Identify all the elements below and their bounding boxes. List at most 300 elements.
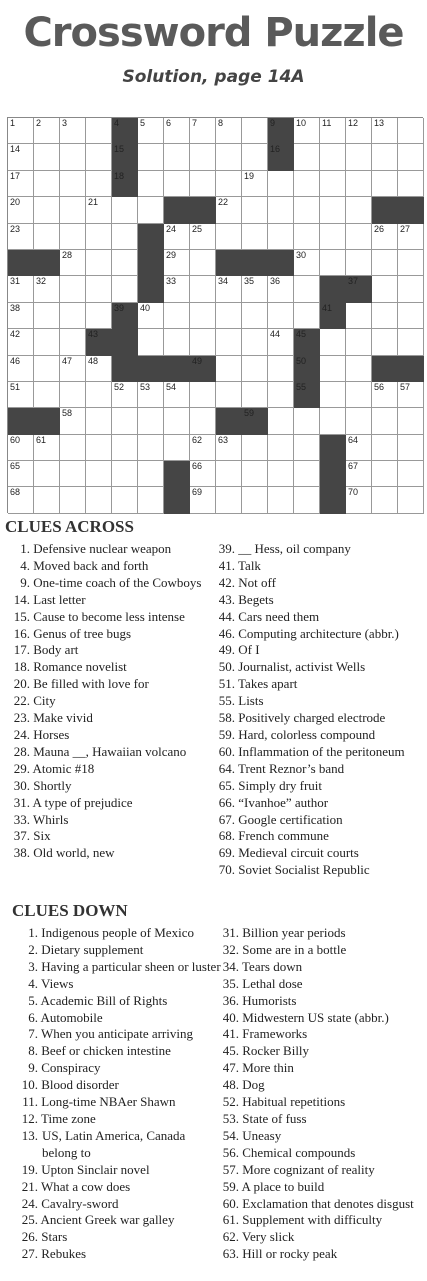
clue-number: 68. <box>218 828 235 844</box>
grid-cell[interactable] <box>216 329 242 355</box>
grid-cell[interactable] <box>216 461 242 487</box>
grid-cell[interactable] <box>34 461 60 487</box>
grid-cell[interactable] <box>320 250 346 276</box>
grid-cell[interactable] <box>346 461 372 487</box>
grid-cell[interactable] <box>164 435 190 461</box>
grid-cell[interactable] <box>164 276 190 302</box>
grid-cell[interactable] <box>242 197 268 223</box>
grid-cell[interactable] <box>268 382 294 408</box>
cell-number: 25 <box>192 223 203 234</box>
grid-cell[interactable] <box>164 408 190 434</box>
grid-cell[interactable] <box>190 171 216 197</box>
clue-text: Mauna __, Hawaiian volcano <box>30 743 187 759</box>
grid-cell[interactable] <box>112 250 138 276</box>
grid-cell[interactable] <box>60 329 86 355</box>
grid-cell[interactable] <box>190 461 216 487</box>
grid-cell[interactable] <box>242 144 268 170</box>
grid-cell[interactable] <box>372 487 398 513</box>
grid-cell[interactable] <box>346 329 372 355</box>
black-square <box>320 303 346 329</box>
grid-cell[interactable] <box>34 329 60 355</box>
grid-cell[interactable] <box>190 303 216 329</box>
grid-cell[interactable] <box>138 408 164 434</box>
grid-cell[interactable] <box>86 224 112 250</box>
clue-number: 37. <box>13 828 30 844</box>
grid-cell[interactable] <box>190 224 216 250</box>
clue-item <box>213 812 427 829</box>
grid-cell[interactable] <box>268 435 294 461</box>
grid-cell[interactable] <box>138 118 164 144</box>
grid-cell[interactable] <box>164 144 190 170</box>
grid-cell[interactable] <box>268 224 294 250</box>
grid-cell[interactable] <box>372 329 398 355</box>
grid-cell[interactable] <box>8 276 34 302</box>
grid-cell[interactable] <box>60 144 86 170</box>
clue-item <box>213 575 427 592</box>
grid-cell[interactable] <box>346 171 372 197</box>
cell-number: 67 <box>348 461 359 472</box>
clue-number: 29. <box>13 760 30 776</box>
grid-cell[interactable] <box>86 382 112 408</box>
grid-cell[interactable] <box>164 224 190 250</box>
grid-cell[interactable] <box>372 382 398 408</box>
clue-item <box>217 1111 427 1128</box>
clue-number: 47. <box>222 1060 239 1076</box>
grid-cell[interactable] <box>398 435 424 461</box>
grid-cell[interactable] <box>60 250 86 276</box>
clue-number: 2. <box>28 941 38 957</box>
clue-item <box>217 1196 427 1213</box>
grid-cell[interactable] <box>86 250 112 276</box>
grid-cell[interactable] <box>242 118 268 144</box>
cell-number: 23 <box>10 223 21 234</box>
grid-cell[interactable] <box>112 224 138 250</box>
grid-cell[interactable] <box>372 250 398 276</box>
clue-number: 35. <box>222 975 239 991</box>
grid-cell[interactable] <box>242 171 268 197</box>
grid-cell[interactable] <box>190 408 216 434</box>
grid-cell[interactable] <box>294 487 320 513</box>
grid-cell[interactable] <box>372 435 398 461</box>
grid-cell[interactable] <box>320 144 346 170</box>
grid-cell[interactable] <box>320 171 346 197</box>
grid-cell[interactable] <box>294 118 320 144</box>
clue-item <box>8 795 218 812</box>
clue-number: 70. <box>218 862 235 878</box>
grid-cell[interactable] <box>372 303 398 329</box>
grid-cell[interactable] <box>86 435 112 461</box>
grid-cell[interactable] <box>112 408 138 434</box>
clue-number: 18. <box>13 659 30 675</box>
grid-cell[interactable] <box>60 461 86 487</box>
grid-cell[interactable] <box>294 224 320 250</box>
grid-cell[interactable] <box>216 435 242 461</box>
clue-number: 1. <box>28 925 38 940</box>
grid-cell[interactable] <box>34 356 60 382</box>
grid-cell[interactable] <box>398 408 424 434</box>
clue-item <box>217 1128 427 1145</box>
clue-item <box>8 727 218 744</box>
grid-cell[interactable] <box>86 276 112 302</box>
grid-cell[interactable] <box>242 435 268 461</box>
grid-cell[interactable] <box>216 276 242 302</box>
clue-number: 36. <box>222 992 239 1008</box>
grid-cell[interactable] <box>138 303 164 329</box>
grid-cell[interactable] <box>320 356 346 382</box>
clue-item <box>16 1246 222 1263</box>
clue-text: More cognizant of reality <box>239 1161 375 1177</box>
grid-cell[interactable] <box>8 382 34 408</box>
grid-cell[interactable] <box>86 197 112 223</box>
clue-number: 6. <box>28 1009 38 1025</box>
clue-number: 69. <box>218 845 235 861</box>
clue-text: What a cow does <box>38 1178 131 1194</box>
grid-cell[interactable] <box>112 487 138 513</box>
grid-cell[interactable] <box>346 435 372 461</box>
grid-cell[interactable] <box>320 329 346 355</box>
grid-cell[interactable] <box>268 171 294 197</box>
grid-cell[interactable] <box>60 356 86 382</box>
clue-text: Cavalry-sword <box>38 1195 119 1211</box>
grid-cell[interactable] <box>112 461 138 487</box>
grid-cell[interactable] <box>8 197 34 223</box>
cell-number: 59 <box>244 408 255 419</box>
cell-number: 55 <box>296 381 307 392</box>
clue-number: 12. <box>21 1110 38 1126</box>
grid-cell[interactable] <box>346 144 372 170</box>
grid-cell[interactable] <box>268 197 294 223</box>
grid-cell[interactable] <box>164 171 190 197</box>
grid-cell[interactable] <box>372 171 398 197</box>
clue-text: Positively charged electrode <box>235 710 386 726</box>
clue-text: Beef or chicken intestine <box>38 1043 171 1059</box>
grid-cell[interactable] <box>190 329 216 355</box>
grid-cell[interactable] <box>346 487 372 513</box>
grid-cell[interactable] <box>8 356 34 382</box>
grid-cell[interactable] <box>190 435 216 461</box>
grid-cell[interactable] <box>138 197 164 223</box>
grid-cell[interactable] <box>398 461 424 487</box>
grid-cell[interactable] <box>86 303 112 329</box>
black-square <box>294 382 320 408</box>
grid-cell[interactable] <box>8 435 34 461</box>
grid-cell[interactable] <box>34 197 60 223</box>
cell-number: 9 <box>270 118 276 128</box>
grid-cell[interactable] <box>346 382 372 408</box>
cell-number: 21 <box>88 197 99 208</box>
grid-cell[interactable] <box>34 382 60 408</box>
black-square <box>398 197 424 223</box>
grid-cell[interactable] <box>398 171 424 197</box>
grid-cell[interactable] <box>242 224 268 250</box>
grid-cell[interactable] <box>216 144 242 170</box>
grid-cell[interactable] <box>372 408 398 434</box>
grid-cell[interactable] <box>60 487 86 513</box>
grid-cell[interactable] <box>268 461 294 487</box>
clue-text: Blood disorder <box>38 1077 119 1093</box>
clue-number: 15. <box>13 608 30 624</box>
grid-cell[interactable] <box>372 118 398 144</box>
grid-cell[interactable] <box>60 171 86 197</box>
grid-cell[interactable] <box>398 118 424 144</box>
clue-text: Humorists <box>239 992 297 1008</box>
grid-cell[interactable] <box>294 461 320 487</box>
grid-cell[interactable] <box>216 224 242 250</box>
grid-cell[interactable] <box>398 329 424 355</box>
grid-cell[interactable] <box>372 144 398 170</box>
clue-text: A place to build <box>239 1178 325 1194</box>
clue-text: Views <box>38 975 74 991</box>
clue-text: Begets <box>235 591 274 607</box>
grid-cell[interactable] <box>60 382 86 408</box>
grid-cell[interactable] <box>268 356 294 382</box>
grid-cell[interactable] <box>268 408 294 434</box>
cell-number: 31 <box>10 276 21 287</box>
grid-cell[interactable] <box>294 276 320 302</box>
clue-item <box>217 1246 427 1263</box>
grid-cell[interactable] <box>138 144 164 170</box>
grid-cell[interactable] <box>60 276 86 302</box>
cell-number: 62 <box>192 434 203 445</box>
black-square <box>268 250 294 276</box>
grid-cell[interactable] <box>190 487 216 513</box>
grid-cell[interactable] <box>398 144 424 170</box>
clue-text: Not off <box>235 574 276 590</box>
grid-cell[interactable] <box>320 118 346 144</box>
cell-number: 38 <box>10 302 21 313</box>
grid-cell[interactable] <box>190 276 216 302</box>
grid-cell[interactable] <box>190 250 216 276</box>
clue-item <box>8 659 218 676</box>
clue-item <box>217 976 427 993</box>
grid-cell[interactable] <box>164 250 190 276</box>
grid-cell[interactable] <box>346 118 372 144</box>
grid-cell[interactable] <box>346 356 372 382</box>
grid-cell[interactable] <box>346 224 372 250</box>
black-square <box>138 356 164 382</box>
clue-item <box>16 1179 222 1196</box>
clue-item <box>213 558 427 575</box>
grid-cell[interactable] <box>138 382 164 408</box>
grid-cell[interactable] <box>398 487 424 513</box>
clue-number: 21. <box>21 1178 38 1194</box>
cell-number: 1 <box>10 118 16 128</box>
grid-cell[interactable] <box>86 144 112 170</box>
grid-cell[interactable] <box>86 171 112 197</box>
clue-item <box>16 1212 222 1229</box>
cell-number: 36 <box>270 276 281 287</box>
grid-cell[interactable] <box>398 224 424 250</box>
grid-cell[interactable] <box>320 197 346 223</box>
clue-item <box>213 693 427 710</box>
clue-text: One-time coach of the Cowboys <box>30 574 202 590</box>
grid-cell[interactable] <box>34 118 60 144</box>
grid-cell[interactable] <box>164 382 190 408</box>
grid-cell[interactable] <box>86 356 112 382</box>
clue-text: Rocker Billy <box>239 1043 310 1059</box>
grid-cell[interactable] <box>398 303 424 329</box>
grid-cell[interactable] <box>320 224 346 250</box>
grid-cell[interactable] <box>8 329 34 355</box>
grid-cell[interactable] <box>216 197 242 223</box>
grid-cell[interactable] <box>242 382 268 408</box>
grid-cell[interactable] <box>346 250 372 276</box>
grid-cell[interactable] <box>86 461 112 487</box>
clue-number: 45. <box>222 1043 239 1059</box>
grid-cell[interactable] <box>190 382 216 408</box>
clue-text: A type of prejudice <box>30 794 133 810</box>
clue-text: Body art <box>30 642 79 658</box>
cell-number: 15 <box>114 144 125 155</box>
clue-text: Hill or rocky peak <box>239 1246 338 1262</box>
grid-cell[interactable] <box>372 461 398 487</box>
black-square <box>112 329 138 355</box>
grid-cell[interactable] <box>138 171 164 197</box>
clue-text: Habitual repetitions <box>239 1094 346 1110</box>
clue-number: 22. <box>13 693 30 709</box>
grid-cell[interactable] <box>112 197 138 223</box>
grid-cell[interactable] <box>60 303 86 329</box>
grid-cell[interactable] <box>398 250 424 276</box>
clue-number: 56. <box>222 1144 239 1160</box>
grid-cell[interactable] <box>34 303 60 329</box>
grid-cell[interactable] <box>242 303 268 329</box>
grid-cell[interactable] <box>294 250 320 276</box>
clue-text: Lethal dose <box>239 975 303 991</box>
clue-text: Six <box>30 828 51 844</box>
clue-text: Chemical compounds <box>239 1144 356 1160</box>
clue-number: 13. <box>21 1127 38 1143</box>
grid-cell[interactable] <box>34 144 60 170</box>
down-heading: CLUES DOWN <box>12 901 128 920</box>
clue-text: Ancient Greek war galley <box>38 1212 175 1228</box>
grid-cell[interactable] <box>60 435 86 461</box>
grid-cell[interactable] <box>372 224 398 250</box>
grid-cell[interactable] <box>216 303 242 329</box>
grid-cell[interactable] <box>190 144 216 170</box>
cell-number: 68 <box>10 487 21 498</box>
grid-cell[interactable] <box>190 118 216 144</box>
grid-cell[interactable] <box>112 435 138 461</box>
grid-cell[interactable] <box>138 461 164 487</box>
clue-text: Stars <box>38 1229 68 1245</box>
grid-cell[interactable] <box>112 382 138 408</box>
grid-cell[interactable] <box>8 224 34 250</box>
puzzle-title: Crossword Puzzle <box>23 10 404 56</box>
grid-cell[interactable] <box>242 461 268 487</box>
grid-cell[interactable] <box>268 276 294 302</box>
grid-cell[interactable] <box>34 435 60 461</box>
grid-cell[interactable] <box>138 435 164 461</box>
grid-cell[interactable] <box>242 356 268 382</box>
black-square <box>138 250 164 276</box>
grid-cell[interactable] <box>216 382 242 408</box>
grid-cell[interactable] <box>216 118 242 144</box>
clue-text: Google certification <box>235 811 343 827</box>
grid-cell[interactable] <box>34 224 60 250</box>
cell-number: 45 <box>296 329 307 340</box>
grid-cell[interactable] <box>138 487 164 513</box>
cell-number: 49 <box>192 355 203 366</box>
grid-cell[interactable] <box>294 171 320 197</box>
grid-cell[interactable] <box>346 408 372 434</box>
grid-cell[interactable] <box>294 435 320 461</box>
cell-number: 65 <box>10 461 21 472</box>
grid-cell[interactable] <box>34 276 60 302</box>
grid-cell[interactable] <box>294 197 320 223</box>
grid-cell[interactable] <box>372 276 398 302</box>
grid-cell[interactable] <box>8 461 34 487</box>
grid-cell[interactable] <box>8 487 34 513</box>
grid-cell[interactable] <box>8 144 34 170</box>
grid-cell[interactable] <box>216 171 242 197</box>
grid-cell[interactable] <box>34 487 60 513</box>
grid-cell[interactable] <box>216 356 242 382</box>
grid-cell[interactable] <box>164 118 190 144</box>
clue-text: Romance novelist <box>30 659 127 675</box>
grid-cell[interactable] <box>268 303 294 329</box>
grid-cell[interactable] <box>346 197 372 223</box>
clue-item <box>8 828 218 845</box>
grid-cell[interactable] <box>294 303 320 329</box>
grid-cell[interactable] <box>294 408 320 434</box>
grid-cell[interactable] <box>242 329 268 355</box>
clue-number: 67. <box>218 811 235 827</box>
black-square <box>268 144 294 170</box>
clue-item <box>217 1094 427 1111</box>
grid-cell[interactable] <box>320 382 346 408</box>
grid-cell[interactable] <box>86 118 112 144</box>
grid-cell[interactable] <box>242 487 268 513</box>
cell-number: 37 <box>348 276 359 287</box>
clue-text: Automobile <box>38 1009 103 1025</box>
grid-cell[interactable] <box>86 408 112 434</box>
grid-cell[interactable] <box>164 329 190 355</box>
grid-cell[interactable] <box>34 171 60 197</box>
grid-cell[interactable] <box>8 303 34 329</box>
grid-cell[interactable] <box>164 303 190 329</box>
grid-cell[interactable] <box>60 408 86 434</box>
grid-cell[interactable] <box>60 197 86 223</box>
clue-number: 60. <box>218 743 235 759</box>
grid-cell[interactable] <box>346 303 372 329</box>
grid-cell[interactable] <box>60 224 86 250</box>
grid-cell[interactable] <box>294 144 320 170</box>
grid-cell[interactable] <box>60 118 86 144</box>
grid-cell[interactable] <box>398 382 424 408</box>
grid-cell[interactable] <box>268 329 294 355</box>
grid-cell[interactable] <box>138 329 164 355</box>
grid-cell[interactable] <box>398 276 424 302</box>
grid-cell[interactable] <box>268 487 294 513</box>
cell-number: 6 <box>166 118 172 128</box>
clue-item <box>16 993 222 1010</box>
grid-cell[interactable] <box>8 171 34 197</box>
grid-cell[interactable] <box>86 487 112 513</box>
black-square <box>242 408 268 434</box>
grid-cell[interactable] <box>320 408 346 434</box>
clue-number: 62. <box>222 1229 239 1245</box>
grid-cell[interactable] <box>112 276 138 302</box>
clue-number: 4. <box>20 557 30 573</box>
grid-cell[interactable] <box>8 118 34 144</box>
clue-number: 58. <box>218 710 235 726</box>
across-clues-right <box>213 541 427 879</box>
clue-text: Atomic #18 <box>30 760 95 776</box>
grid-cell[interactable] <box>216 487 242 513</box>
cell-number: 2 <box>36 118 42 128</box>
grid-cell[interactable] <box>242 276 268 302</box>
